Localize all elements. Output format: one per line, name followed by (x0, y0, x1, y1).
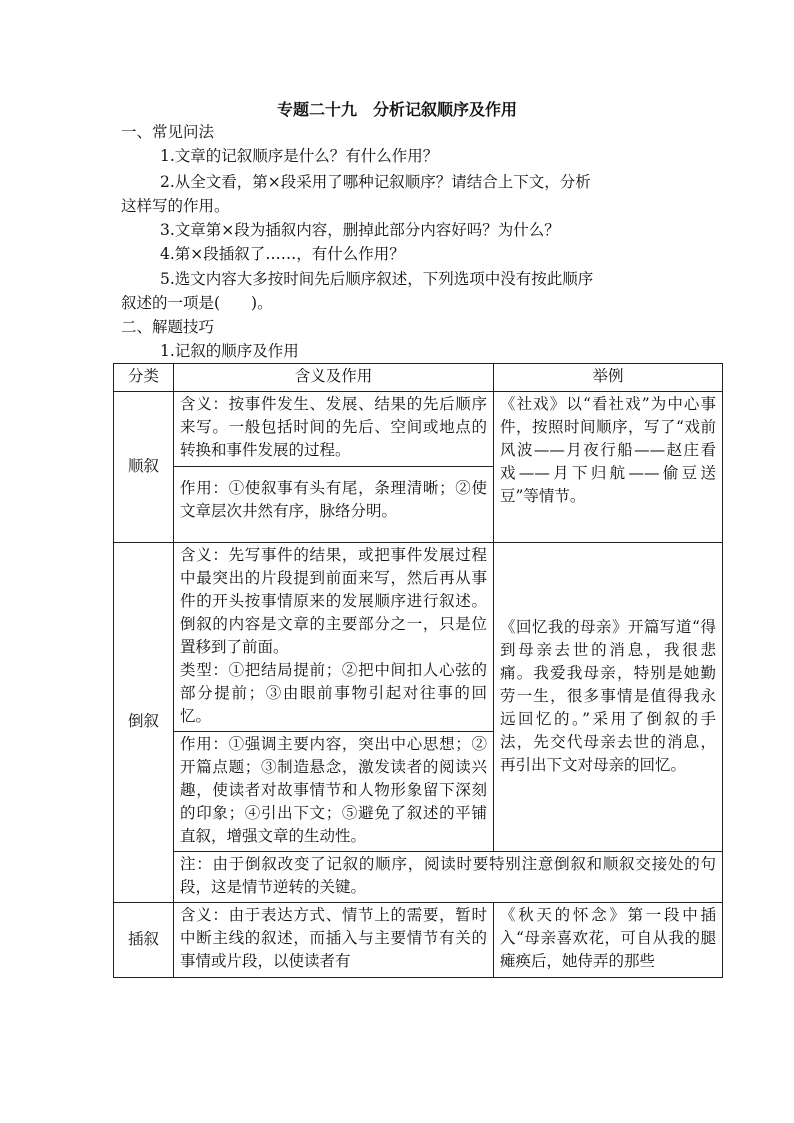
daoxu-meaning (174, 543, 494, 732)
header-category: 分类 (114, 364, 174, 392)
chaxu-example: 《秋天的怀念》第一段中插入“母亲喜欢花，可自从我的腿瘫痪后，她侍弄的那些 (494, 903, 723, 978)
narrative-order-table (113, 363, 723, 978)
table-header-row (114, 364, 723, 392)
table-row (114, 852, 723, 903)
chaxu-meaning: 含义：由于表达方式、情节上的需要，暂时中断主线的叙述，而插入与主要情节有关的事情或片段，以使读者有 (174, 903, 494, 978)
header-meaning-effect: 含义及作用 (174, 364, 494, 392)
question-5-line1: 5.选文内容大多按时间先后顺序叙述，下列选项中没有按此顺序 (160, 270, 594, 288)
daoxu-effect: 作用：①强调主要内容，突出中心思想；②开篇点题；③制造悬念，激发读者的阅读兴趣，使读者对故事情节和人物形象留下深刻的印象；④引出下文；⑤避免了叙述的平铺直叙，增强文章的生动性。 (174, 732, 494, 852)
page-title: 专题二十九 分析记叙顺序及作用 (276, 100, 517, 119)
question-5-line2: 叙述的一项是( )。 (121, 294, 273, 312)
section-heading-techniques: 二、解题技巧 (121, 318, 215, 336)
question-3: 3.文章第×段为插叙内容，删掉此部分内容好吗？为什么？ (160, 221, 560, 239)
question-2-line1: 2.从全文看，第×段采用了哪种记叙顺序？请结合上下文，分析 (160, 173, 591, 191)
table-row (114, 392, 723, 467)
shunxu-meaning: 含义：按事件发生、发展、结果的先后顺序来写。一般包括时间的先后、空间或地点的转换和事件发展的过程。 (174, 392, 494, 467)
question-2-line2: 这样写的作用。 (121, 197, 230, 215)
subheading-narrative-order: 1.记叙的顺序及作用 (160, 342, 299, 360)
header-example: 举例 (494, 364, 723, 392)
shunxu-example: 《社戏》以“看社戏”为中心事件，按照时间顺序，写了“戏前风波——月夜行船——赵庄看戏——月下归航——偷豆送豆”等情节。 (494, 392, 723, 543)
section-heading-common-questions: 一、常见问法 (121, 123, 215, 141)
category-daoxu: 倒叙 (114, 543, 174, 903)
question-4: 4.第×段插叙了……，有什么作用？ (160, 245, 405, 263)
question-1: 1.文章的记叙顺序是什么？有什么作用？ (160, 147, 439, 165)
shunxu-effect: 作用：①使叙事有头有尾，条理清晰；②使文章层次井然有序，脉络分明。 (174, 467, 494, 543)
category-chaxu: 插叙 (114, 903, 174, 978)
daoxu-example: 《回忆我的母亲》开篇写道“得到母亲去世的消息，我很悲痛。我爱我母亲，特别是她勤劳一生，很多事情是值得我永远回忆的。”采用了倒叙的手法，先交代母亲去世的消息，再引出下文对母亲的回忆。 (494, 543, 723, 852)
category-shunxu: 顺叙 (114, 392, 174, 543)
table-row (114, 543, 723, 732)
table-row (114, 903, 723, 978)
daoxu-meaning-text: 含义：先写事件的结果，或把事件发展过程中最突出的片段提到前面来写，然后再从事件的开头按事情原来的发展顺序进行叙述。倒叙的内容是文章的主要部分之一，只是位置移到了前面。 (180, 546, 487, 656)
daoxu-types-text: 类型：①把结局提前；②把中间扣人心弦的部分提前；③由眼前事物引起对往事的回忆。 (180, 661, 487, 725)
daoxu-note: 注：由于倒叙改变了记叙的顺序，阅读时要特别注意倒叙和顺叙交接处的句段，这是情节逆转的关键。 (174, 852, 723, 903)
